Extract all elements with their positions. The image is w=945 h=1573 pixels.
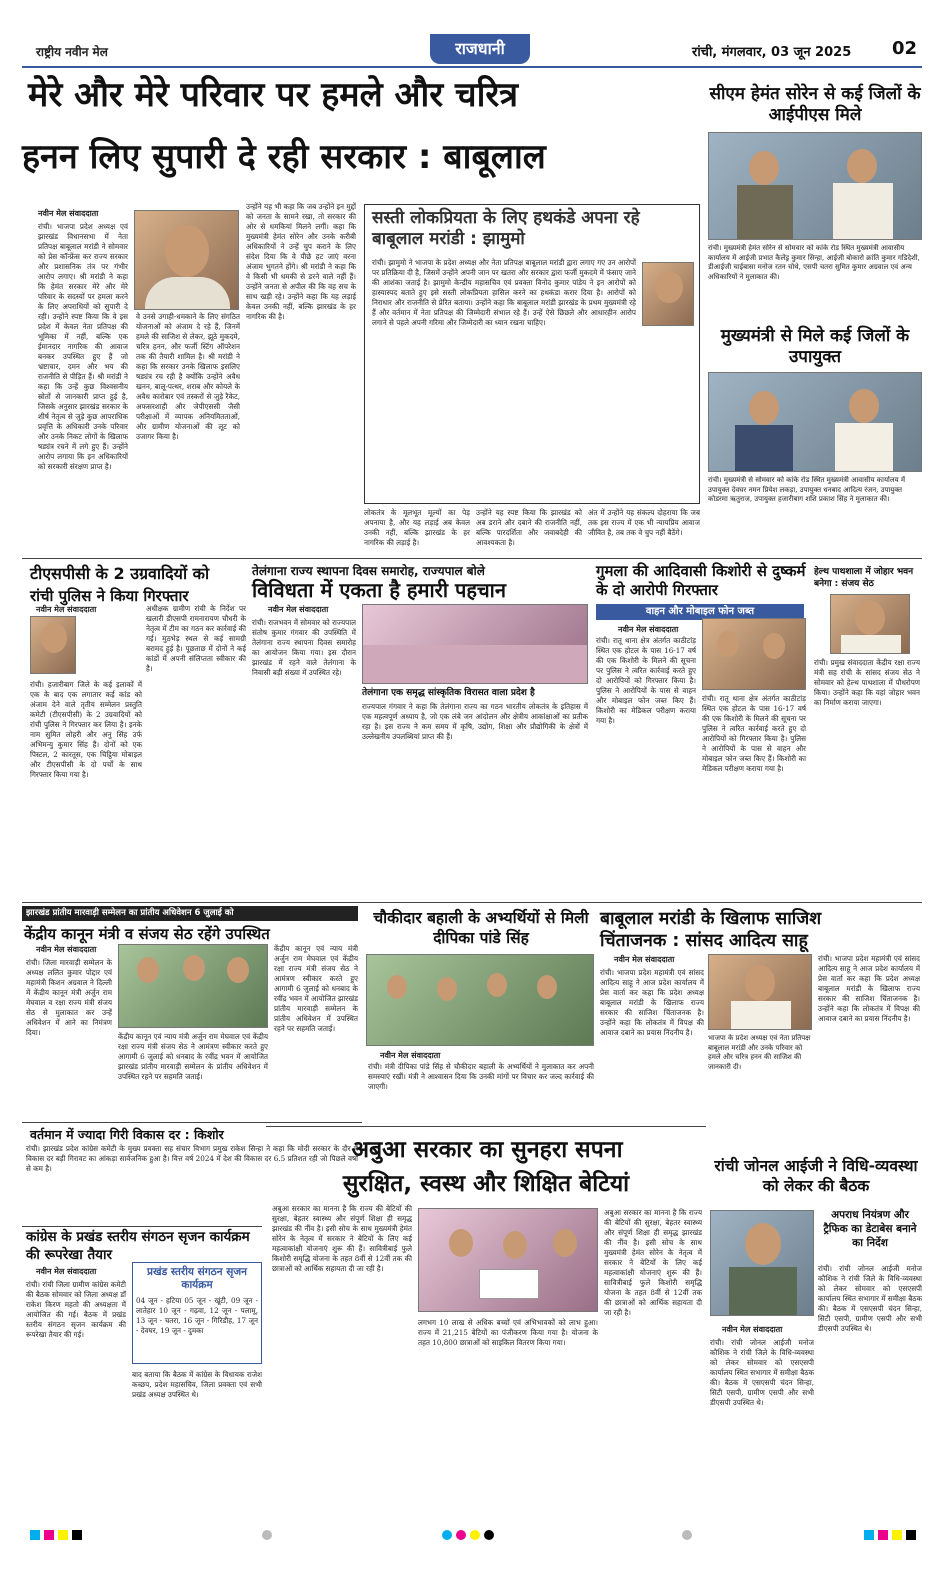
gumla-byline: नवीन मेल संवाददाता: [618, 625, 679, 634]
deepika-text: रांची। मंत्री दीपिका पांडे सिंह से चौकीदार बहाली के अभ्यर्थियों ने मुलाकात कर अपनी समस्याएं रखीं। मंत्री ने आश्वासन दिया कि उनकी मांगों पर विचार कर जल्द कार्रवाई की जाएगी।: [368, 1062, 594, 1091]
telangana-headline: विविधता में एकता है हमारी पहचान: [252, 578, 506, 602]
sahu-caption: भाजपा के प्रदेश अध्यक्ष एवं नेता प्रतिपक्ष बाबूलाल मरांडी और उनके परिवार को हमले और चरित्र हनन की साजिश की जानकारी दी।: [708, 1034, 811, 1071]
marwari-text-2: केंद्रीय कानून एवं न्याय मंत्री अर्जुन राम मेघवाल एवं केंद्रीय रक्षा राज्य मंत्री संजय सेठ ने आमंत्रण स्वीकार करते हुए आगामी 6 जुलाई को धनबाद के रवींद्र भवन में आयोजित झारखंड प्रांतीय मारवाड़ी सम्मेलन के प्रांतीय अधिवेशन में उपस्थित रहने पर सहमति जताई।: [274, 944, 358, 1033]
footer-color-bar: [22, 1526, 922, 1544]
ig-text: रांची। रांची जोनल आईजी मनोज कौशिक ने रांची जिले के विधि-व्यवस्था को लेकर सोमवार को एसएसपी कार्यालय स्थित सभागार में समीक्षा बैठक की। बैठक में एसएसपी चंदन सिन्हा, सिटी एसपी, ग्रामीण एसपी और सभी डीएसपी उपस्थित थे।: [710, 1338, 814, 1407]
marwari-text: रांची। जिला मारवाड़ी सम्मेलन के अध्यक्ष ललित कुमार पोद्दार एवं महामंत्री किशन अग्रवाल ने दिल्ली में केंद्रीय कानून मंत्री अर्जुन राम मेघवाल व रक्षा राज्य मंत्री संजय सेठ से मुलाकात कर उन्हें अधिवेशन में आने का निमंत्रण दिया।: [26, 958, 112, 1037]
sahu-byline: नवीन मेल संवाददाता: [614, 955, 675, 964]
deepika-byline: नवीन मेल संवाददाता: [380, 1051, 441, 1060]
deepika-photo: [366, 954, 594, 1046]
telangana-byline: नवीन मेल संवाददाता: [268, 605, 329, 614]
jmm-col-b: उन्होंने यह स्पष्ट किया कि झारखंड को अब डराने और दबाने की राजनीति नहीं, बल्कि पारदर्शिता और जवाबदेही की आवश्यकता है।: [476, 508, 582, 547]
kishore-headline: वर्तमान में ज्यादा गिरी विकास दर : किशोर: [30, 1127, 224, 1142]
dc-photo: [708, 372, 922, 472]
congress-text-2: बाद बताया कि बैठक में कांग्रेस के विधायक राजेश कच्छप, प्रदेश महासचिव, जिला प्रवक्ता एवं सभी प्रखंड अध्यक्ष उपस्थित थे।: [132, 1370, 262, 1399]
gumla-headline: गुमला की आदिवासी किशोरी से दुष्कर्म के दो आरोपी गिरफ्तार: [596, 562, 806, 599]
marwari-photo: [118, 944, 268, 1028]
sahu-text: रांची। भाजपा प्रदेश महामंत्री एवं सांसद आदित्य साहू ने आज प्रदेश कार्यालय में प्रेस वार्ता कर कहा कि प्रदेश अध्यक्ष बाबूलाल मरांडी के खिलाफ राज्य सरकार की साजिश चिंताजनक है। उन्होंने कहा कि लोकतंत्र में विपक्ष की आवाज दबाने का प्रयास निंदनीय है।: [600, 968, 704, 1037]
marwari-headline: केंद्रीय कानून मंत्री व संजय सेठ रहेंगे उपस्थित: [24, 925, 270, 943]
sanjay-text: रांची। प्रमुख संवाददाता केंद्रीय रक्षा राज्य मंत्री सह रांची के सांसद संजय सेठ ने सोमवार को हेल्थ पाथशाला में पौधरोपण किया। उन्होंने कहा कि यहां जोहार भवन का निर्माण कराया जाएगा।: [814, 658, 920, 707]
lead-headline-1: मेरे और मेरे परिवार पर हमले और चरित्र: [28, 75, 519, 115]
tspc-accused-photo-1: [30, 616, 76, 674]
abua-photo: [418, 1208, 598, 1312]
jmm-col-c: अंत में उन्होंने यह संकल्प दोहराया कि जब तक इस राज्य में एक भी न्यायप्रिय आवाज जीवित है, तब तक वे चुप नहीं बैठेंगे।: [588, 508, 700, 537]
ips-headline: सीएम हेमंत सोरेन से कई जिलों के आईपीएस मिले: [709, 84, 921, 125]
tspc-byline: नवीन मेल संवाददाता: [36, 605, 97, 614]
dc-caption: रांची। मुख्यमंत्री से सोमवार को कांके रोड स्थित मुख्यमंत्री आवासीय कार्यालय में उपायुक्त देवघर नमन प्रियेश लकड़ा, उपायुक्त धनबाद आदित्य रंजन, उपायुक्त कोडरमा ऋतुराज, उपायुक्त हजारीबाग शशि प्रकाश सिंह ने मुलाकात की।: [708, 476, 906, 503]
sahu-headline-2: चिंताजनक : सांसद आदित्य साहू: [600, 931, 808, 951]
telangana-photo-caption: तेलंगाना एक समृद्ध सांस्कृतिक विरासत वाला प्रदेश है: [362, 688, 535, 698]
rule-2: [22, 902, 922, 903]
rule-1: [22, 558, 922, 559]
gumla-text-2: रांची। रातू थाना क्षेत्र अंतर्गत काठीटांड़ स्थित एक होटल के पास 16-17 वर्ष की एक किशोरी के मिलने की सूचना पर पुलिस ने त्वरित कार्रवाई करते हुए दो आरोपियों को गिरफ्तार किया है। पुलिस ने आरोपियों के पास से वाहन और मोबाइल फोन जब्त किए हैं। किशोरी का मेडिकल परीक्षण कराया गया है।: [702, 694, 806, 773]
rule-kishore: [22, 1122, 362, 1123]
congress-text: रांची। रांची जिला ग्रामीण कांग्रेस कमेटी की बैठक सोमवार को जिला अध्यक्ष डॉ राकेश किरण महतो की अध्यक्षता में आयोजित की गई। बैठक में प्रखंड स्तरीय संगठन सृजन कार्यक्रम की रूपरेखा तैयार की गई।: [26, 1280, 126, 1339]
babulal-photo: [134, 210, 239, 310]
abua-text-2: लगभग 10 लाख से अधिक बच्चों एवं अभिभावकों को लाभ हुआ। राज्य में 21,215 बेटियों का पंजीकरण किया गया है। योजना के तहत 10,800 छात्राओं को साइकिल वितरण किया गया।: [418, 1318, 598, 1347]
page-number: 02: [892, 38, 918, 59]
telangana-text-2: राज्यपाल गंगवार ने कहा कि तेलंगाना राज्य का गठन भारतीय लोकतंत्र के इतिहास में एक महत्वपूर्ण अध्याय है, जो एक लंबे जन आंदोलन और क्षेत्रीय आकांक्षाओं का प्रतीक रहा है। इस राज्य ने कम समय में कृषि, उद्योग, शिक्षा और प्रौद्योगिकी के क्षेत्रों में उल्लेखनीय उपलब्धियां प्राप्त की हैं।: [362, 702, 588, 741]
gumla-tag: वाहन और मोबाइल फोन जब्त: [596, 604, 804, 620]
telangana-text: रांची। राजभवन में सोमवार को राज्यपाल संतोष कुमार गंगवार की उपस्थिति में तेलंगाना राज्य स्थापना दिवस समारोह का आयोजन किया गया। इस दौरान झारखंड में रहने वाले तेलंगाना के निवासी बड़ी संख्या में उपस्थित रहे।: [252, 618, 356, 677]
congress-byline: नवीन मेल संवाददाता: [36, 1267, 97, 1276]
kishore-text: रांची। झारखंड प्रदेश कांग्रेस कमेटी के मुख्य प्रवक्ता सह संचार विभाग प्रमुख राकेश सिन्हा ने कहा कि मोदी सरकार के दौर में विकास दर बड़ी गिरावट का आंकड़ा सार्वजनिक हुआ है। वित्त वर्ष 2024 में देश की विकास दर 6.5 प्रतिशत रही जो पिछले वर्षों से कम है।: [26, 1144, 358, 1173]
dateline: रांची, मंगलवार, 03 जून 2025: [692, 45, 852, 60]
tspc-headline-1: टीएसपीसी के 2 उग्रवादियों को: [30, 564, 210, 583]
ips-photo: [708, 132, 922, 240]
ig-byline: नवीन मेल संवाददाता: [722, 1325, 783, 1334]
congress-headline: कांग्रेस के प्रखंड स्तरीय संगठन सृजन कार्यक्रम की रूपरेखा तैयार: [26, 1229, 250, 1263]
abua-text: अबुआ सरकार का मानना है कि राज्य की बेटियों की सुरक्षा, बेहतर स्वास्थ्य और संपूर्ण शिक्षा ही समृद्ध झारखंड की नींव है। इसी सोच के साथ मुख्यमंत्री हेमंत सोरेन के नेतृत्व में सरकार ने बेटियों के लिए कई महत्वाकांक्षी योजनाएं शुरू की हैं। सावित्रीबाई फुले किशोरी समृद्धि योजना के तहत 8वीं से 12वीं तक की छात्राओं को आर्थिक सहायता दी जा रही है।: [272, 1204, 412, 1273]
sahu-photo: [708, 954, 812, 1030]
ig-text-right: रांची। रांची जोनल आईजी मनोज कौशिक ने रांची जिले के विधि-व्यवस्था को लेकर सोमवार को एसएसपी कार्यालय स्थित सभागार में समीक्षा बैठक की। बैठक में एसएसपी चंदन सिन्हा, सिटी एसपी, ग्रामीण एसपी और सभी डीएसपी उपस्थित थे।: [818, 1264, 922, 1333]
gumla-photo: [702, 618, 806, 690]
abua-headline-1: अबुआ सरकार का सुनहरा सपना: [351, 1137, 623, 1163]
telangana-photo: [362, 604, 588, 684]
lead-col-3: उन्होंने यह भी कहा कि जब उन्होंने इन मुद्दों को जनता के सामने रखा, तो सरकार की ओर से धमकियां मिलने लगीं। कहा कि मुख्यमंत्री हेमंत सोरेन और उनके करीबी अधिकारियों ने उन्हें चुप कराने के लिए संदेश दिया कि वे पीछे हट जाएं वरना अंजाम भुगतने होंगे। श्री मरांडी ने कहा कि वे किसी भी धमकी से डरने वाले नहीं हैं। उन्होंने जनता से अपील की कि वह सच के साथ खड़ी रहे। उन्होंने कहा कि यह लड़ाई केवल उनकी नहीं, बल्कि झारखंड के हर नागरिक की है।: [246, 202, 356, 321]
lead-byline: नवीन मेल संवाददाता: [38, 209, 99, 218]
abua-headline-2: सुरक्षित, स्वस्थ और शिक्षित बेटियां: [342, 1171, 630, 1197]
congress-box-text: 04 जून - हटिया 05 जून - खूंटी, 09 जून - लातेहार 10 जून - गढ़वा, 12 जून - पलामू, 13 जून - चतरा, 16 जून - गिरिडीह, 17 जून - देवघर, 19 जून - दुमका: [136, 1296, 258, 1335]
lead-col-2: वे उनसे उगाही-धमकाने के लिए संगठित योजनाओं को अंजाम दे रहे हैं, जिनमें हमले की साजिश से लेकर, झूठे मुकदमे, चरित्र हनन, और फर्जी स्टिंग ऑपरेशन तक की तैयारी शामिल है। श्री मरांडी ने कहा कि सरकार उनके खिलाफ इसलिए षड्यंत्र रच रही है क्योंकि उन्होंने अवैध खनन, बालू-पत्थर, शराब और कोयले के अवैध कारोबार एवं तस्करों से जुड़े रैकेट, अफसरशाही और जेपीएससी जैसी परीक्षाओं में व्यापक अनियमितताओं, और ग्रामीण योजनाओं की लूट को उजागर किया है।: [136, 312, 240, 441]
tspc-text-main: रांची। हजारीबाग जिले के कई इलाकों में एक के बाद एक लगातार कई कांड को अंजाम देने वाले तृतीय सम्मेलन प्रस्तुति कमेटी (टीएसपीसी) के 2 उग्रवादियों को रांची पुलिस ने गिरफ्तार कर लिया है। इनके नाम सुमित लोहरी और अनु सिंह उर्फ अभिमन्यु कुमार सिंह हैं। दोनों को एक पिस्टल, 2 कारतूस, एक चिट्ठिया मोबाइल और टीएसपीसी के दो पर्चों के साथ गिरफ्तार किया गया है।: [30, 680, 142, 779]
jmm-headline: सस्ती लोकप्रियता के लिए हथकंडे अपना रहे बाबूलाल मरांडी : झामुमो: [372, 208, 640, 249]
sanjay-kicker: हेल्थ पाथशाला में जोहार भवन बनेगा : संजय सेठ: [814, 567, 914, 589]
deepika-headline: चौकीदार बहाली के अभ्यर्थियों से मिली दीपिका पांडे सिंह: [373, 909, 589, 947]
lead-col-1: रांची। भाजपा प्रदेश अध्यक्ष एवं झारखंड विधानसभा में नेता प्रतिपक्ष बाबूलाल मरांडी ने सोमवार को प्रेस कॉन्फ्रेंस कर राज्य सरकार और प्रशासनिक तंत्र पर गंभीर आरोप लगाए। श्री मरांडी ने कहा कि हेमंत सरकार मेरे और मेरे परिवार के सदस्यों पर हमला करने के लिए अपराधियों को सुपारी दे रही। उन्होंने स्पष्ट किया कि वे इस प्रदेश में केवल नेता प्रतिपक्ष की भूमिका में नहीं, बल्कि एक ईमानदार नागरिक की आवाज बनकर उपस्थित हुए हैं जो भ्रष्टाचार, दमन और भय की राजनीति से पीड़ित हैं। श्री मरांडी ने कहा कि उन्हें कुछ विश्वसनीय स्रोतों से जानकारी प्राप्त हुई है, जिसके अनुसार झारखंड सरकार के शीर्ष नेतृत्व से जुड़े कुछ आपराधिक प्रवृत्ति के अधिकारी उनके परिवार और उनके निकट लोगों के खिलाफ षड्यंत्र रचने में लगे हुए हैं। उन्होंने आरोप लगाया कि इन अधिकारियों को सरकारी संरक्षण प्राप्त है।: [38, 222, 128, 471]
section-tag: राजधानी: [430, 34, 530, 64]
jmm-col-a: लोकतंत्र के मूलभूत मूल्यों का पेड़ अपनाया है, और यह लड़ाई अब केवल उनकी नहीं, बल्कि झारखंड के हर नागरिक की लड़ाई है।: [364, 508, 470, 547]
sahu-headline-1: बाबूलाल मरांडी के खिलाफ साजिश: [600, 909, 822, 929]
ips-caption: रांची। मुख्यमंत्री हेमंत सोरेन से सोमवार को कांके रोड स्थित मुख्यमंत्री आवासीय कार्यालय में आईजी प्रभात कैलेंड्र कुमार सिन्हा, आईजी बोकारो क्रांति कुमार गडिदेशी, डीआईजी चाईबासा मनोज रतन चोथे, एसपी चतरा सुमित कुमार अग्रवाल एवं अन्य अधिकारियों ने मुलाकात की।: [708, 244, 920, 281]
rule-congress: [22, 1226, 262, 1227]
dc-headline: मुख्यमंत्री से मिले कई जिलों के उपायुक्त: [720, 326, 910, 367]
marwari-byline: नवीन मेल संवाददाता: [36, 945, 97, 954]
abua-text-3: अबुआ सरकार का मानना है कि राज्य की बेटियों की सुरक्षा, बेहतर स्वास्थ्य और संपूर्ण शिक्षा ही समृद्ध झारखंड की नींव है। इसी सोच के साथ मुख्यमंत्री हेमंत सोरेन के नेतृत्व में सरकार ने बेटियों के लिए कई महत्वाकांक्षी योजनाएं शुरू की हैं। सावित्रीबाई फुले किशोरी समृद्धि योजना के तहत 8वीं से 12वीं तक की छात्राओं को आर्थिक सहायता दी जा रही है।: [604, 1208, 702, 1317]
telangana-kicker: तेलंगाना राज्य स्थापना दिवस समारोह, राज्यपाल बोले: [252, 564, 485, 578]
tspc-headline-2: रांची पुलिस ने किया गिरफ्तार: [30, 587, 189, 605]
sanjay-photo: [830, 594, 910, 654]
sahu-text-2: रांची। भाजपा प्रदेश महामंत्री एवं सांसद आदित्य साहू ने आज प्रदेश कार्यालय में प्रेस वार्ता कर कहा कि प्रदेश अध्यक्ष बाबूलाल मरांडी के खिलाफ राज्य सरकार की साजिश चिंताजनक है। उन्होंने कहा कि लोकतंत्र में विपक्ष की आवाज दबाने का प्रयास निंदनीय है।: [818, 954, 920, 1023]
marwari-text-3: केंद्रीय कानून एवं न्याय मंत्री अर्जुन राम मेघवाल एवं केंद्रीय रक्षा राज्य मंत्री संजय सेठ ने आमंत्रण स्वीकार करते हुए आगामी 6 जुलाई को धनबाद के रवींद्र भवन में आयोजित झारखंड प्रांतीय मारवाड़ी सम्मेलन के प्रांतीय अधिवेशन में उपस्थित रहने पर सहमति जताई।: [118, 1032, 268, 1081]
ig-photo: [710, 1210, 814, 1316]
masthead: [22, 34, 922, 66]
rule-abua: [266, 1126, 706, 1127]
ig-sub: अपराध नियंत्रण और ट्रैफिक का डेटाबेस बनाने का निर्देश: [823, 1209, 917, 1249]
lead-headline-2: हनन लिए सुपारी दे रही सरकार : बाबूलाल: [22, 137, 546, 177]
gumla-text: रांची। रातू थाना क्षेत्र अंतर्गत काठीटांड़ स्थित एक होटल के पास 16-17 वर्ष की एक किशोरी के मिलने की सूचना पर पुलिस ने त्वरित कार्रवाई करते हुए दो आरोपियों को गिरफ्तार किया है। पुलिस ने आरोपियों के पास से वाहन और मोबाइल फोन जब्त किए हैं। किशोरी का मेडिकल परीक्षण कराया गया है।: [596, 636, 696, 725]
ig-headline: रांची जोनल आईजी ने विधि-व्यवस्था को लेकर की बैठक: [714, 1157, 918, 1195]
marwari-kicker: झारखंड प्रांतीय मारवाड़ी सम्मेलन का प्रांतीय अधिवेशन 6 जुलाई को: [26, 908, 234, 918]
masthead-logo: राष्ट्रीय नवीन मेल: [36, 45, 108, 59]
masthead-rule: [22, 66, 922, 68]
tspc-text-2: अधीक्षक ग्रामीण रांची के निर्देश पर खलारी डीएसपी रामनारायण चौधरी के नेतृत्व में टीम का गठन कर कार्रवाई की गई। मुठभेड़ स्थल से कई सामग्री बरामद हुई है। पूछताछ में दोनों ने कई कांडों में अपनी संलिप्तता स्वीकार की है।: [146, 604, 246, 673]
jmm-text: रांची। झामुमो ने भाजपा के प्रदेश अध्यक्ष और नेता प्रतिपक्ष बाबूलाल मरांडी द्वारा लगाए गए उन आरोपों पर प्रतिक्रिया दी है, जिसमें उन्होंने अपनी जान पर खतरा और सरकार द्वारा फर्जी मुकदमे में फंसाए जाने की आशंका जताई है। झामुमो केन्द्रीय महासचिव एवं प्रवक्ता विनोद कुमार पांडेय ने इन आरोपों को हास्यास्पद बताते हुए इसे सस्ती लोकप्रियता हासिल करने का हथकंडा करार दिया है। आरोपों को निराधार और राजनीति से प्रेरित बताया। उन्होंने कहा कि बाबूलाल मरांडी झारखंड के प्रथम मुख्यमंत्री रहे हैं और वर्तमान में नेता प्रतिपक्ष की जिम्मेदारी संभाल रहे हैं। उन्हें ऐसे छिछले और आधारहीन आरोप लगाने से पहले अपनी गरिमा और जिम्मेदारी का ध्यान रखना चाहिए।: [372, 258, 636, 327]
congress-box-title: प्रखंड स्तरीय संगठन सृजन कार्यक्रम: [147, 1266, 247, 1291]
jmm-spokesperson-photo: [642, 262, 694, 326]
